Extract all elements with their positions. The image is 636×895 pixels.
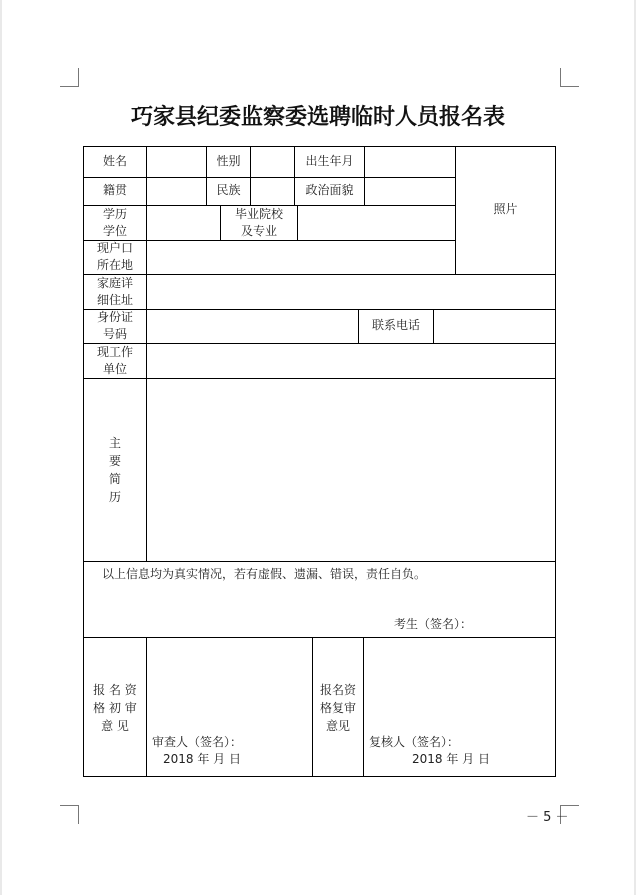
label-id-line2: 号码 — [102, 327, 127, 341]
corner-mark-top-right — [560, 68, 579, 87]
label-initial-line2: 格 初 审 — [93, 701, 137, 715]
label-work-line1: 现工作 — [96, 345, 133, 359]
label-political-status: 政治面貌 — [305, 183, 354, 197]
label-school-line2: 及专业 — [240, 224, 277, 238]
label-second-review — [313, 681, 363, 735]
label-initial-line3: 意 见 — [101, 719, 129, 733]
label-second-line2: 格复审 — [319, 701, 356, 715]
reviewer-signature-label: 审查人（签名）： — [152, 735, 243, 749]
label-birth-date: 出生年月 — [305, 154, 354, 168]
photo-box[interactable] — [456, 147, 555, 274]
label-education — [84, 206, 146, 240]
ethnicity-field[interactable] — [251, 178, 294, 205]
document-page — [2, 0, 634, 895]
work-unit-field[interactable] — [147, 344, 555, 378]
hukou-field[interactable] — [147, 241, 455, 274]
label-gender: 性别 — [216, 154, 241, 168]
id-number-field[interactable] — [147, 310, 358, 343]
label-id-line1: 身份证 — [96, 310, 133, 324]
form-title: 巧家县纪委监察委选聘临时人员报名表 — [130, 104, 505, 130]
birth-date-field[interactable] — [365, 147, 455, 177]
label-native-place: 籍贯 — [102, 183, 127, 197]
education-field[interactable] — [147, 206, 220, 240]
label-second-line1: 报名资 — [319, 683, 356, 697]
label-id-number — [84, 309, 146, 343]
page-number: － 5 － — [526, 810, 569, 825]
label-address-line2: 细住址 — [96, 293, 133, 307]
label-resume-char1: 主 — [108, 436, 121, 450]
label-resume-char4: 历 — [108, 490, 121, 504]
label-education-line2: 学位 — [102, 224, 127, 238]
corner-mark-top-left — [60, 68, 79, 87]
label-initial-line1: 报 名 资 — [93, 683, 137, 697]
phone-field[interactable] — [434, 310, 555, 343]
corner-mark-bottom-left — [60, 805, 79, 824]
gender-field[interactable] — [251, 147, 294, 177]
political-status-field[interactable] — [365, 178, 455, 205]
label-name: 姓名 — [102, 154, 127, 168]
label-education-line1: 学历 — [102, 207, 127, 221]
label-work-unit — [84, 344, 146, 378]
declaration-text: 以上信息均为真实情况，若有虚假、遗漏、错误，责任自负。 — [102, 567, 427, 581]
label-photo: 照片 — [493, 202, 518, 216]
label-work-line2: 单位 — [102, 362, 127, 376]
second-review-date: 2018 年 月 日 — [412, 752, 490, 766]
label-ethnicity: 民族 — [216, 183, 241, 197]
rechecker-signature-label: 复核人（签名）： — [369, 735, 460, 749]
label-resume — [108, 434, 122, 506]
resume-field[interactable] — [147, 379, 555, 561]
school-major-field[interactable] — [298, 206, 455, 240]
home-address-field[interactable] — [147, 275, 555, 309]
label-resume-char2: 要 — [108, 454, 121, 468]
label-home-address — [84, 275, 146, 309]
initial-review-opinion-field[interactable] — [147, 638, 312, 728]
label-school-line1: 毕业院校 — [234, 207, 283, 221]
label-hukou-line2: 所在地 — [96, 258, 133, 272]
label-hukou-line1: 现户口 — [96, 241, 133, 255]
label-phone: 联系电话 — [371, 318, 420, 332]
native-place-field[interactable] — [147, 178, 206, 205]
label-initial-review — [84, 681, 146, 735]
label-hukou — [84, 240, 146, 274]
label-address-line1: 家庭详 — [96, 276, 133, 290]
candidate-signature-field[interactable] — [472, 612, 552, 634]
label-second-line3: 意见 — [325, 719, 350, 733]
label-school-major — [221, 206, 297, 240]
label-resume-char3: 简 — [108, 472, 121, 486]
second-review-opinion-field[interactable] — [364, 638, 555, 728]
name-field[interactable] — [147, 147, 206, 177]
candidate-signature-label: 考生（签名）： — [394, 617, 473, 631]
initial-review-date: 2018 年 月 日 — [163, 752, 241, 766]
